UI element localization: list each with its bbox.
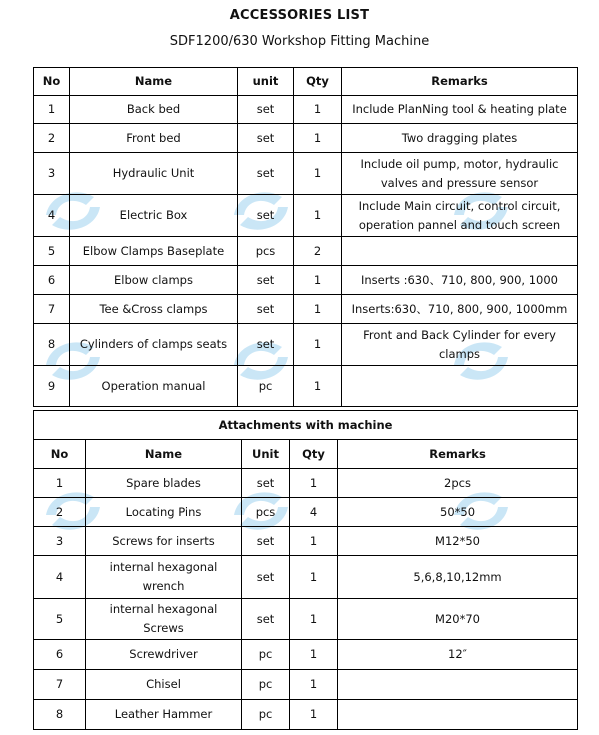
cell-unit: pc xyxy=(242,670,290,700)
cell-no: 1 xyxy=(34,469,86,498)
cell-name: Screws for inserts xyxy=(86,527,242,556)
cell-no: 3 xyxy=(34,153,70,195)
cell-qty: 1 xyxy=(290,469,338,498)
cell-name: Screwdriver xyxy=(86,640,242,670)
cell-qty: 1 xyxy=(290,599,338,640)
cell-no: 6 xyxy=(34,640,86,670)
table-row xyxy=(34,599,578,640)
cell-remarks xyxy=(338,700,578,730)
cell-name: Spare blades xyxy=(86,469,242,498)
section-title: Attachments with machine xyxy=(34,411,578,440)
column-header-remarks: Remarks xyxy=(342,68,578,96)
cell-qty: 1 xyxy=(290,700,338,730)
cell-no: 1 xyxy=(34,96,70,124)
cell-unit: set xyxy=(238,153,294,195)
cell-unit: set xyxy=(242,469,290,498)
cell-unit: set xyxy=(238,324,294,366)
cell-name: Locating Pins xyxy=(86,498,242,527)
table-row xyxy=(34,124,578,153)
cell-qty: 1 xyxy=(290,640,338,670)
cell-remarks: Two dragging plates xyxy=(342,124,578,153)
cell-qty: 1 xyxy=(294,295,342,324)
table-row xyxy=(34,266,578,295)
table-row xyxy=(34,366,578,407)
column-header-remarks: Remarks xyxy=(338,440,578,469)
cell-remarks: Include PlanNing tool & heating plate xyxy=(342,96,578,124)
cell-qty: 1 xyxy=(290,670,338,700)
table-row xyxy=(34,700,578,730)
table-row xyxy=(34,96,578,124)
table-row xyxy=(34,670,578,700)
cell-qty: 1 xyxy=(294,96,342,124)
cell-qty: 2 xyxy=(294,237,342,266)
cell-no: 3 xyxy=(34,527,86,556)
cell-name: Front bed xyxy=(70,124,238,153)
cell-qty: 1 xyxy=(294,195,342,237)
table-row xyxy=(34,498,578,527)
cell-qty: 1 xyxy=(294,124,342,153)
cell-no: 6 xyxy=(34,266,70,295)
cell-name: Operation manual xyxy=(70,366,238,407)
section-title-row xyxy=(34,411,578,440)
table-row xyxy=(34,640,578,670)
accessories-header-row xyxy=(34,68,578,96)
column-header-name: Name xyxy=(70,68,238,96)
cell-no: 4 xyxy=(34,556,86,599)
cell-unit: pc xyxy=(242,700,290,730)
column-header-no: No xyxy=(34,440,86,469)
cell-no: 5 xyxy=(34,237,70,266)
cell-qty: 1 xyxy=(294,324,342,366)
cell-no: 2 xyxy=(34,124,70,153)
cell-name: Back bed xyxy=(70,96,238,124)
cell-unit: pcs xyxy=(242,498,290,527)
cell-no: 4 xyxy=(34,195,70,237)
column-header-unit: Unit xyxy=(242,440,290,469)
cell-unit: pc xyxy=(238,366,294,407)
cell-name: Electric Box xyxy=(70,195,238,237)
cell-no: 8 xyxy=(34,700,86,730)
cell-remarks: 50*50 xyxy=(338,498,578,527)
table-row xyxy=(34,556,578,599)
cell-remarks: Inserts :630、710, 800, 900, 1000 xyxy=(342,266,578,295)
attachments-table xyxy=(33,410,578,730)
cell-qty: 1 xyxy=(290,527,338,556)
cell-remarks xyxy=(338,670,578,700)
cell-remarks: M20*70 xyxy=(338,599,578,640)
column-header-qty: Qty xyxy=(290,440,338,469)
cell-unit: set xyxy=(242,527,290,556)
cell-remarks: M12*50 xyxy=(338,527,578,556)
cell-qty: 1 xyxy=(294,366,342,407)
cell-name: internal hexagonal wrench xyxy=(86,556,242,599)
cell-remarks: 5,6,8,10,12mm xyxy=(338,556,578,599)
cell-unit: set xyxy=(242,556,290,599)
cell-unit: pcs xyxy=(238,237,294,266)
cell-no: 2 xyxy=(34,498,86,527)
cell-remarks: Include Main circuit, control circuit, operation pannel and touch screen xyxy=(342,195,578,237)
cell-remarks: Front and Back Cylinder for every clamps xyxy=(342,324,578,366)
cell-no: 5 xyxy=(34,599,86,640)
cell-name: Elbow clamps xyxy=(70,266,238,295)
cell-qty: 1 xyxy=(294,153,342,195)
page-title: ACCESSORIES LIST xyxy=(229,8,370,23)
attachments-header-row xyxy=(34,440,578,469)
cell-unit: set xyxy=(238,195,294,237)
cell-remarks: 12″ xyxy=(338,640,578,670)
cell-unit: set xyxy=(238,124,294,153)
column-header-qty: Qty xyxy=(294,68,342,96)
cell-unit: set xyxy=(238,266,294,295)
cell-name: Elbow Clamps Baseplate xyxy=(70,237,238,266)
table-row xyxy=(34,324,578,366)
cell-qty: 4 xyxy=(290,498,338,527)
cell-unit: set xyxy=(242,599,290,640)
cell-name: Leather Hammer xyxy=(86,700,242,730)
cell-unit: set xyxy=(238,96,294,124)
cell-remarks: 2pcs xyxy=(338,469,578,498)
cell-name: Cylinders of clamps seats xyxy=(70,324,238,366)
cell-remarks xyxy=(342,237,578,266)
cell-remarks: Include oil pump, motor, hydraulic valves and pressure sensor xyxy=(342,153,578,195)
page-subtitle: SDF1200/630 Workshop Fitting Machine xyxy=(169,34,430,49)
table-row xyxy=(34,237,578,266)
cell-unit: set xyxy=(238,295,294,324)
cell-unit: pc xyxy=(242,640,290,670)
cell-remarks xyxy=(342,366,578,407)
table-row xyxy=(34,527,578,556)
column-header-unit: unit xyxy=(238,68,294,96)
table-row xyxy=(34,469,578,498)
table-row xyxy=(34,295,578,324)
accessories-table xyxy=(33,67,578,407)
cell-name: internal hexagonal Screws xyxy=(86,599,242,640)
cell-no: 9 xyxy=(34,366,70,407)
column-header-name: Name xyxy=(86,440,242,469)
cell-name: Tee &Cross clamps xyxy=(70,295,238,324)
cell-no: 8 xyxy=(34,324,70,366)
cell-name: Hydraulic Unit xyxy=(70,153,238,195)
cell-no: 7 xyxy=(34,295,70,324)
cell-qty: 1 xyxy=(290,556,338,599)
cell-name: Chisel xyxy=(86,670,242,700)
table-row xyxy=(34,195,578,237)
cell-remarks: Inserts:630、710, 800, 900, 1000mm xyxy=(342,295,578,324)
cell-no: 7 xyxy=(34,670,86,700)
column-header-no: No xyxy=(34,68,70,96)
table-row xyxy=(34,153,578,195)
cell-qty: 1 xyxy=(294,266,342,295)
